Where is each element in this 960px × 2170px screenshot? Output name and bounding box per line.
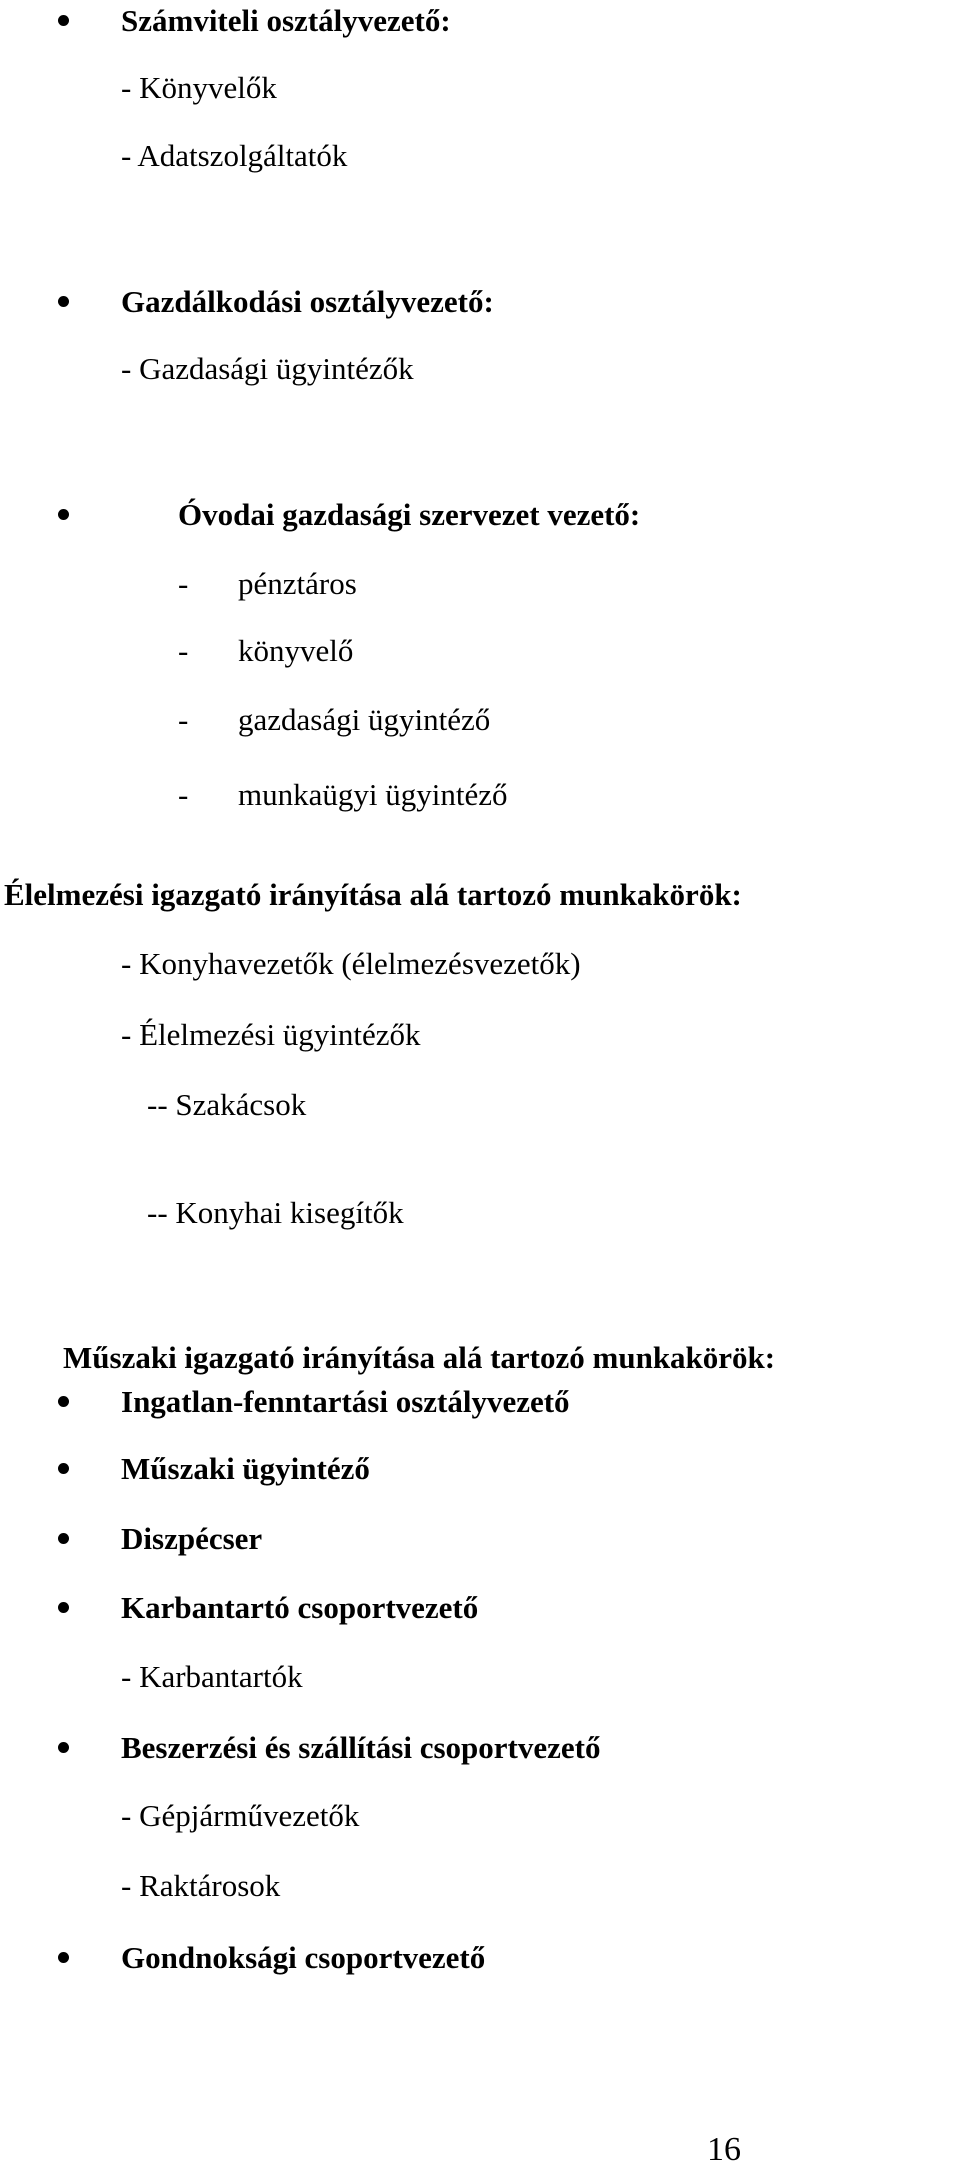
list-item: Beszerzési és szállítási csoportvezető xyxy=(121,1730,601,1765)
bullet-icon xyxy=(58,1396,69,1407)
list-item: Gondnoksági csoportvezető xyxy=(121,1940,486,1975)
section-heading-gazdalkodasi: Gazdálkodási osztályvezető: xyxy=(121,284,494,319)
list-item: Karbantartó csoportvezető xyxy=(121,1590,479,1625)
list-item: Ingatlan-fenntartási osztályvezető xyxy=(121,1384,570,1419)
list-item: -- Konyhai kisegítők xyxy=(147,1195,404,1230)
dash-marker: - xyxy=(178,777,189,812)
list-item: Diszpécser xyxy=(121,1521,263,1556)
list-item: pénztáros xyxy=(238,566,357,601)
bullet-icon xyxy=(58,1463,69,1474)
section-heading-szamviteli: Számviteli osztályvezető: xyxy=(121,3,451,38)
bullet-icon xyxy=(58,1742,69,1753)
list-item: gazdasági ügyintéző xyxy=(238,702,491,737)
list-item: - Könyvelők xyxy=(121,70,277,105)
bullet-icon xyxy=(58,1602,69,1613)
bullet-icon xyxy=(58,509,69,520)
list-item: - Gazdasági ügyintézők xyxy=(121,351,414,386)
dash-marker: - xyxy=(178,566,189,601)
dash-marker: - xyxy=(178,702,189,737)
list-item: - Gépjárművezetők xyxy=(121,1798,360,1833)
page-number: 16 xyxy=(707,2131,741,2168)
dash-marker: - xyxy=(178,633,189,668)
list-item: Műszaki ügyintéző xyxy=(121,1451,370,1486)
bullet-icon xyxy=(58,1952,69,1963)
list-item: -- Szakácsok xyxy=(147,1087,307,1122)
list-item: - Élelmezési ügyintézők xyxy=(121,1017,421,1052)
list-item: munkaügyi ügyintéző xyxy=(238,777,508,812)
list-item: könyvelő xyxy=(238,633,354,668)
section-heading-elelmezesi: Élelmezési igazgató irányítása alá tartozó munkakörök: xyxy=(4,877,742,912)
bullet-icon xyxy=(58,1533,69,1544)
list-item: - Adatszolgáltatók xyxy=(121,138,348,173)
list-item: - Raktárosok xyxy=(121,1868,281,1903)
bullet-icon xyxy=(58,296,69,307)
list-item: - Karbantartók xyxy=(121,1659,303,1694)
section-heading-ovodai: Óvodai gazdasági szervezet vezető: xyxy=(178,497,641,532)
bullet-icon xyxy=(58,15,69,26)
list-item: - Konyhavezetők (élelmezésvezetők) xyxy=(121,946,581,981)
section-heading-muszaki: Műszaki igazgató irányítása alá tartozó munkakörök: xyxy=(63,1340,776,1375)
